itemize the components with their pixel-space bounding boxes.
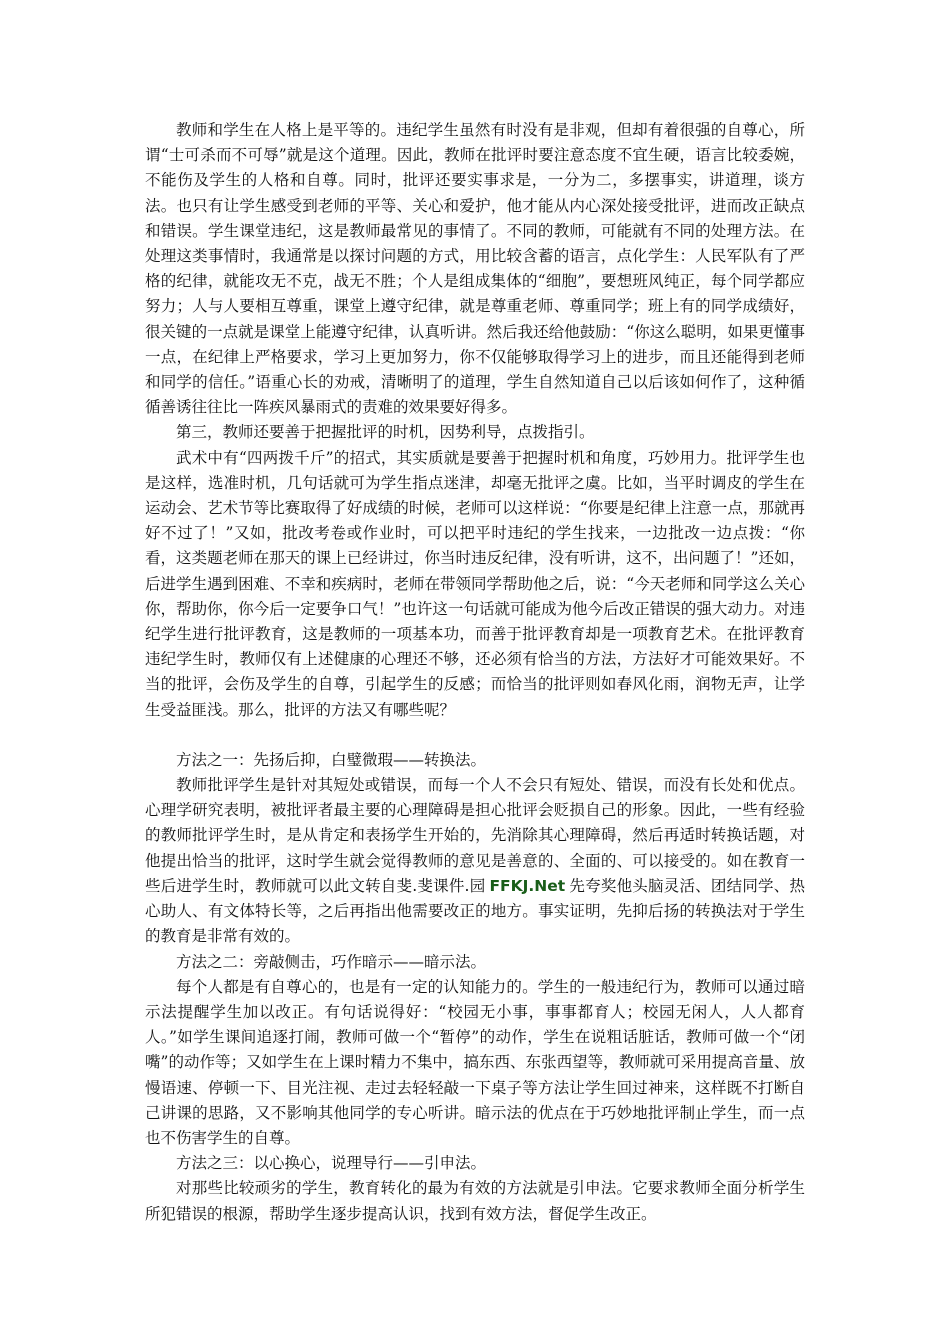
paragraph-method-one (145, 773, 805, 949)
brand-watermark: FFKJ.Net (489, 876, 566, 895)
paragraph-equality: 教师和学生在人格上是平等的。违纪学生虽然有时没有是非观，但却有着很强的自尊心，所谓“士可杀而不可辱”就是这个道理。因此，教师在批评时要注意态度不宜生硬，语言比较委婉，不能伤及学生的人格和自尊。同时，批评还要实事求是，一分为二，多摆事实，讲道理，谈方法。也只有让学生感受到老师的平等、关心和爱护，他才能从内心深处接受批评，进而改正缺点和错误。学生课堂违纪，这是教师最常见的事情了。不同的教师，可能就有不同的处理方法。在处理这类事情时，我通常是以探讨问题的方式，用比较含蓄的语言，点化学生：人民军队有了严格的纪律，就能攻无不克，战无不胜；个人是组成集体的“细胞”，要想班风纯正，每个同学都应努力；人与人要相互尊重，课堂上遵守纪律，就是尊重老师、尊重同学；班上有的同学成绩好，很关键的一点就是课堂上能遵守纪律，认真听讲。然后我还给他鼓励：“你这么聪明，如果更懂事一点，在纪律上严格要求，学习上更加努力，你不仅能够取得学习上的进步，而且还能得到老师和同学的信任。”语重心长的劝戒，清晰明了的道理，学生自然知道自己以后该如何作了，这种循循善诱往往比一阵疾风暴雨式的责难的效果要好得多。 (145, 121, 805, 417)
method-one-text-end: 先夸奖他头脑灵活、团结同学、热心助人、有文体特长等，之后再指出他需要改正的地方。事实证明，先抑后扬的转换法对于学生的教育是非常有效的。 (145, 876, 805, 946)
method-one-text-start: 教师批评学生是针对其短处或错误，而每一个人不会只有短处、错误，而没有长处和优点。心理学研究表明，被批评者最主要的心理障碍是担心批评会贬损自己的形象。因此，一些有经验的教师批评学生时，是从肯定和表扬学生开始的，先消除其心理障碍，然后再适时转换话题，对他提出恰当的批评，这时学生就会觉得教师的意见是善意的、全面的、可以接受的。如在教育一些后进学生时，教师就可以此文转自斐.斐课件.园 (145, 776, 805, 895)
paragraph-method-two: 每个人都是有自尊心的，也是有一定的认知能力的。学生的一般违纪行为，教师可以通过暗示法提醒学生加以改正。有句话说得好：“校园无小事，事事都育人；校园无闲人，人人都育人。”如学生课间追逐打闹，教师可做一个“暂停”的动作，学生在说粗话脏话，教师可做一个“闭嘴”的动作等；又如学生在上课时精力不集中，搞东西、东张西望等，教师就可采用提高音量、放慢语速、停顿一下、目光注视、走过去轻轻敲一下桌子等方法让学生回过神来，这样既不打断自己讲课的思路，又不影响其他同学的专心听讲。暗示法的优点在于巧妙地批评制止学生，而一点也不伤害学生的自尊。 (145, 977, 805, 1147)
method-two-heading: 方法之二：旁敲侧击，巧作暗示——暗示法。 (176, 952, 487, 971)
document-page (145, 118, 805, 1227)
paragraph-timing: 武术中有“四两拨千斤”的招式，其实质就是要善于把握时机和角度，巧妙用力。批评学生也是这样，选准时机，几句话就可为学生指点迷津，却毫无批评之虞。比如，当平时调皮的学生在运动会、艺术节等比赛取得了好成绩的时候，老师可以这样说：“你要是纪律上注意一点，那就再好不过了！”又如，批改考卷或作业时，可以把平时违纪的学生找来，一边批改一边点拨：“你看，这类题老师在那天的课上已经讲过，你当时违反纪律，没有听讲，这不，出问题了！”还如，后进学生遇到困难、不幸和疾病时，老师在带领同学帮助他之后，说：“今天老师和同学这么关心你，帮助你，你今后一定要争口气！”也许这一句话就可能成为他今后改正错误的强大动力。对违纪学生进行批评教育，这是教师的一项基本功，而善于批评教育却是一项教育艺术。在批评教育违纪学生时，教师仅有上述健康的心理还不够，还必须有恰当的方法，方法好才可能效果好。不当的批评，会伤及学生的自尊，引起学生的反感；而恰当的批评则如春风化雨，润物无声，让学生受益匪浅。那么，批评的方法又有哪些呢？ (145, 448, 805, 719)
method-one-heading: 方法之一：先扬后抑，白璧微瑕——转换法。 (176, 750, 487, 769)
paragraph-third-point: 第三，教师还要善于把握批评的时机，因势利导，点拨指引。 (176, 423, 595, 442)
method-three-heading: 方法之三：以心换心，说理导行——引申法。 (176, 1154, 487, 1173)
paragraph-method-three: 对那些比较顽劣的学生，教育转化的最为有效的方法就是引申法。它要求教师全面分析学生所犯错误的根源，帮助学生逐步提高认识，找到有效方法，督促学生改正。 (145, 1179, 805, 1223)
paragraph-spacer (145, 723, 805, 748)
